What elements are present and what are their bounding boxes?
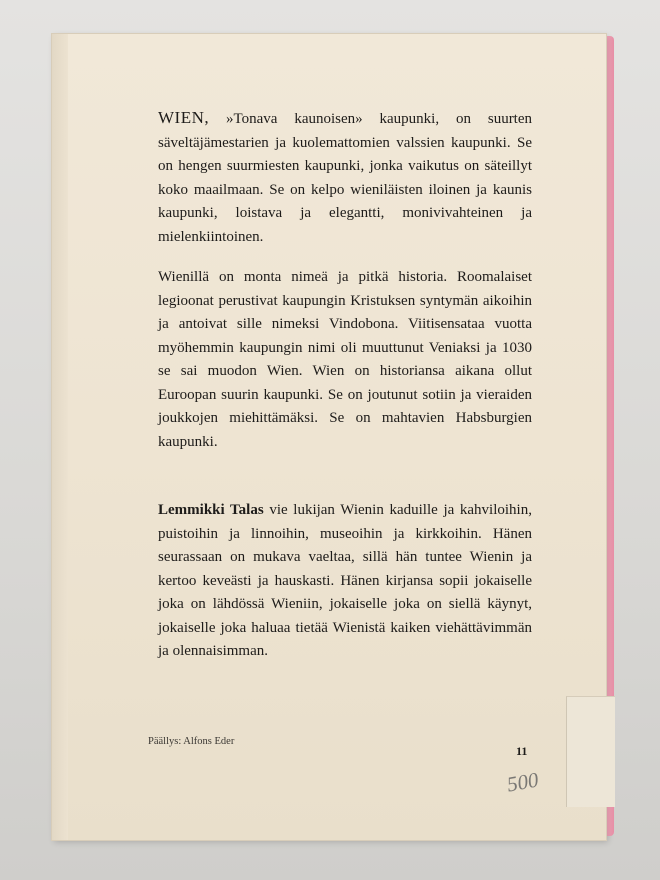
author-name: Lemmikki Talas <box>158 502 264 518</box>
intro-text: »Tonava kaunoisen» kaupunki, on suurten säveltäjämestarien ja kuolemattomien valssien kaupunki. Se on hengen suurmiesten kaupunki, jonka vaikutus on säteillyt koko maailmaan. Se on kelpo wieniläisten iloinen ja kaunis kaupunki, loistava ja elegantti, monivivahteinen ja mielenkiintoinen. <box>158 111 533 245</box>
cover-spine-edge <box>52 34 68 840</box>
author-text: vie lukijan Wienin kaduille ja kahviloihin, puistoihin ja linnoihin, museoihin ja kirkkoihin. Hänen seurassaan on mukava vaeltaa, sillä hän tuntee Wienin ja kertoo keveästi ja hauskasti. Hänen kirjansa sopii jokaiselle joka on lähdössä Wieniin, jokaiselle joka on siellä käynyt, jokaiselle joka haluaa tietää Wienistä kaiken viehättävimmän ja olennaisimman. <box>158 502 532 659</box>
handwritten-price: 500 <box>505 767 541 797</box>
history-paragraph <box>158 266 532 454</box>
price-class-code: 11 <box>516 744 528 758</box>
cover-design-credit: Päällys: Alfons Eder <box>148 736 235 747</box>
author-paragraph <box>158 499 532 664</box>
intro-lead-word: WIEN, <box>158 108 210 127</box>
library-label-patch <box>566 696 615 807</box>
history-text: Wienillä on monta nimeä ja pitkä historia. Roomalaiset legioonat perustivat kaupungin Kristuksen syntymän aikoihin ja antoivat sille nimeksi Vindobona. Viitisensataa vuotta myöhemmin kaupungin nimi oli muuttunut Veniaksi ja 1030 se sai muodon Wien. Wien on historiansa aikana ollut Euroopan suurin kaupunki. Se on joutunut sotiin ja vieraiden joukkojen miehittämäksi. Se on mahtavien Habsburgien kaupunki. <box>158 269 532 450</box>
intro-paragraph <box>158 106 532 249</box>
